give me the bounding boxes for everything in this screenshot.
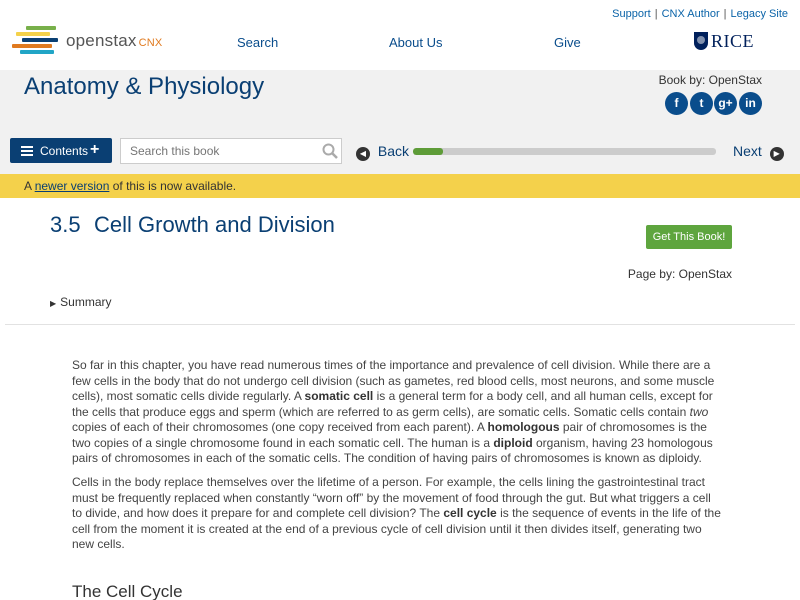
legacy-site-link[interactable]: Legacy Site <box>730 8 788 20</box>
notice-prefix: A <box>24 179 35 193</box>
content-divider <box>5 324 795 325</box>
nav-search[interactable]: Search <box>237 35 279 50</box>
arrow-right-icon: ▶ <box>770 147 784 161</box>
summary-label: Summary <box>60 295 112 309</box>
book-author: Book by: OpenStax <box>658 73 762 87</box>
body-text: is a general term for a body cell, and all human cells, except for the cells that produce eggs and sperm (which are referred to as germ cells), are somatic cells. Somatic cells contain <box>72 389 713 419</box>
linkedin-icon[interactable]: in <box>739 92 762 115</box>
body-text: organism, having 23 homologous pairs of chromosomes in each of the somatic cells. The condition of having pairs of chromosomes is known as diploidy. <box>72 435 713 465</box>
nav-about-us[interactable]: About Us <box>389 35 443 50</box>
newer-version-notice <box>0 174 800 198</box>
facebook-icon[interactable]: f <box>665 92 688 115</box>
body-text: So far in this chapter, you have read numerous times of the importance and prevalence of cell division. While there are a few cells in the body that do not undergo cell division (such as gametes, red blood cells, most neurons, and some muscle cells), most somatic cells divide regularly. A <box>72 358 715 403</box>
book-header <box>0 70 800 128</box>
key-term: cell cycle <box>443 506 497 520</box>
paragraph-intro <box>72 358 722 467</box>
back-button[interactable] <box>356 143 409 161</box>
body-text: Cells in the body replace themselves over the lifetime of a person. For example, the cells lining the gastrointestinal tract must be frequently replaced when constantly “worn off” by the movement of food through the gut. But what triggers a cell to divide, and how does it prepare for and complete cell division? The <box>72 475 711 520</box>
cnx-author-link[interactable]: CNX Author <box>661 8 720 20</box>
progress-fill <box>413 148 443 155</box>
rice-logo[interactable] <box>694 31 754 53</box>
book-toolbar <box>0 128 800 174</box>
section-title: Cell Growth and Division <box>94 212 335 237</box>
nav-give[interactable]: Give <box>554 35 581 50</box>
support-link[interactable]: Support <box>612 8 651 20</box>
notice-suffix: of this is now available. <box>109 179 237 193</box>
divider: | <box>654 8 658 20</box>
logo-books-icon <box>12 24 60 54</box>
body-text: is the sequence of events in the life of the cell from the moment it is created at the end of a previous cycle of cell division until it then divides itself, generating two new cells. <box>72 506 721 551</box>
openstax-logo[interactable] <box>12 24 172 58</box>
newer-version-link[interactable]: newer version <box>34 179 110 193</box>
divider: | <box>723 8 727 20</box>
section-heading-cell-cycle: The Cell Cycle <box>72 582 183 600</box>
utility-links <box>612 8 788 20</box>
contents-label: Contents <box>40 144 89 158</box>
get-this-book-button[interactable]: Get This Book! <box>646 225 732 249</box>
body-text: copies of each of their chromosomes (one copy received from each parent). A <box>72 420 488 434</box>
back-label: Back <box>377 143 410 159</box>
paragraph-cell-cycle <box>72 475 722 553</box>
search-input[interactable] <box>120 138 342 164</box>
page-author: Page by: OpenStax <box>627 267 732 281</box>
twitter-icon[interactable]: t <box>690 92 713 115</box>
body-text: pair of chromosomes is the two copies of a single chromosome found in each somatic cell. The human is a <box>72 420 707 450</box>
logo-text: openstax CNX <box>66 31 163 50</box>
arrow-left-icon: ◀ <box>356 147 370 161</box>
next-label: Next <box>733 143 762 159</box>
google-plus-icon[interactable]: g+ <box>714 92 737 115</box>
top-navigation <box>0 0 800 70</box>
rice-logo-text: RICE <box>711 31 755 51</box>
expand-triangle-icon: ▶ <box>50 299 57 308</box>
key-term: somatic cell <box>304 389 374 403</box>
contents-button[interactable] <box>10 138 112 163</box>
search-icon[interactable] <box>322 143 338 159</box>
plus-icon: + <box>90 141 100 158</box>
rice-shield-icon <box>694 32 708 50</box>
list-icon <box>21 146 33 155</box>
key-term: homologous <box>487 420 560 434</box>
summary-toggle[interactable] <box>50 295 112 309</box>
key-term: diploid <box>493 435 533 450</box>
book-progress-bar <box>413 148 716 155</box>
section-number: 3.5 <box>50 212 81 237</box>
emphasis-text: two <box>689 404 709 419</box>
next-button[interactable] <box>733 143 784 161</box>
book-title: Anatomy & Physiology <box>24 73 265 100</box>
